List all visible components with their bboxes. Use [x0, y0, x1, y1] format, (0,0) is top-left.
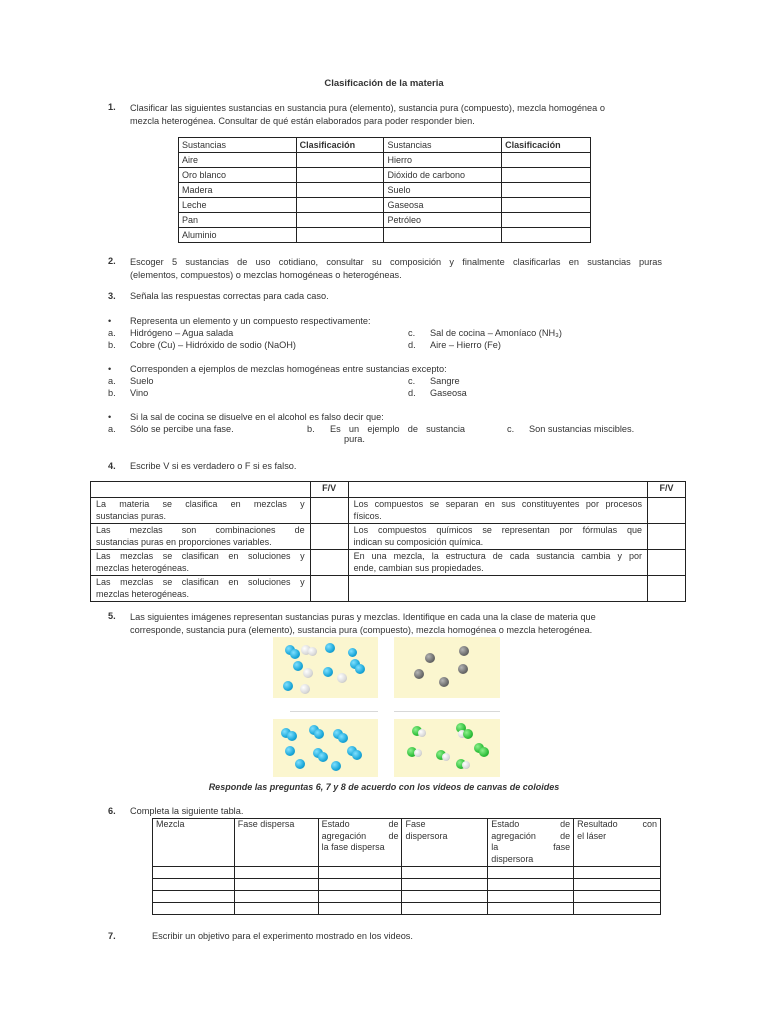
answer-cell[interactable]: [296, 228, 384, 243]
answer-cell[interactable]: [153, 891, 235, 903]
header-cell: Resultado con el láser: [574, 819, 661, 867]
header-cell: Estado de agregación de la fase dispersa: [318, 819, 402, 867]
question-2-text: [130, 256, 662, 281]
answer-cell[interactable]: [402, 867, 488, 879]
bullet: •: [108, 412, 112, 422]
option-letter: a.: [108, 424, 116, 434]
table-cell: Petróleo: [384, 213, 502, 228]
question-2-number: 2.: [108, 256, 116, 266]
classification-table: [178, 137, 591, 243]
blue-atom: [323, 667, 333, 677]
table-header-row: [153, 819, 661, 867]
question-2-line-2: (elementos, compuestos) o mezclas homogéneas o heterogéneas.: [130, 269, 402, 280]
answer-cell[interactable]: [296, 198, 384, 213]
answer-cell[interactable]: [318, 867, 402, 879]
answer-cell[interactable]: [310, 550, 348, 576]
option-text[interactable]: Cobre (Cu) – Hidróxido de sodio (NaOH): [130, 340, 296, 350]
answer-cell[interactable]: [402, 879, 488, 891]
answer-cell[interactable]: [648, 576, 686, 602]
question-5-line-1: Las siguientes imágenes representan sustancias puras y mezclas. Identifique en cada una la clase de materia que: [130, 612, 596, 622]
answer-cell[interactable]: [502, 183, 591, 198]
answer-cell[interactable]: [310, 498, 348, 524]
option-letter: a.: [108, 376, 116, 386]
answer-cell[interactable]: [296, 153, 384, 168]
question-1-line-1: Clasificar las siguientes sustancias en sustancia pura (elemento), sustancia pura (compuesto), mezcla homogénea o: [130, 103, 605, 113]
answer-cell[interactable]: [574, 903, 661, 915]
table-cell: Suelo: [384, 183, 502, 198]
gray-atom: [459, 646, 469, 656]
answer-cell[interactable]: [153, 903, 235, 915]
question-3-text: Señala las respuestas correctas para cada caso.: [130, 291, 329, 301]
answer-cell[interactable]: [648, 550, 686, 576]
bullet: •: [108, 364, 112, 374]
table-row: [91, 524, 686, 550]
table-row: [153, 879, 661, 891]
white-atom: [442, 753, 450, 761]
option-text[interactable]: [330, 424, 465, 444]
answer-cell[interactable]: [296, 183, 384, 198]
blue-atom: [285, 746, 295, 756]
table-cell: Aire: [179, 153, 297, 168]
white-atom: [303, 668, 313, 678]
question-1-number: 1.: [108, 102, 116, 112]
option-letter: d.: [408, 388, 416, 398]
table-cell: Madera: [179, 183, 297, 198]
table-row: [153, 891, 661, 903]
statement-cell: Los compuestos se separan en sus constituyentes por procesos físicos.: [348, 498, 647, 524]
blue-atom: [295, 759, 305, 769]
answer-cell[interactable]: [310, 524, 348, 550]
option-letter: b.: [307, 424, 315, 434]
answer-cell[interactable]: [318, 903, 402, 915]
option-text[interactable]: Vino: [130, 388, 149, 398]
table-row: [153, 867, 661, 879]
answer-cell[interactable]: [648, 498, 686, 524]
header-cell: Fase dispersa: [234, 819, 318, 867]
table-cell: Pan: [179, 213, 297, 228]
question-3-number: 3.: [108, 291, 116, 301]
question-4-number: 4.: [108, 461, 116, 471]
green-atom: [463, 729, 473, 739]
question-5-line-2: corresponde, sustancia pura (elemento), sustancia pura (compuesto), mezcla homogénea o mezcla heterogénea.: [130, 624, 593, 635]
divider: [394, 711, 500, 712]
blue-atom: [283, 681, 293, 691]
particles-image-4: [394, 719, 500, 777]
question-5-text: [130, 611, 670, 636]
table-row: [179, 153, 591, 168]
question-1-text: [130, 102, 662, 127]
table-row: [179, 213, 591, 228]
table-row: [91, 498, 686, 524]
gray-atom: [439, 677, 449, 687]
table-row: [153, 903, 661, 915]
question-4-text: Escribe V si es verdadero o F si es falso.: [130, 461, 297, 471]
statement-cell: La materia se clasifica en mezclas y sustancias puras.: [91, 498, 311, 524]
colloid-table: [152, 818, 661, 915]
answer-cell[interactable]: [502, 168, 591, 183]
statement-cell: En una mezcla, la estructura de cada sustancia cambia y por ende, cambian sus propiedades.: [348, 550, 647, 576]
white-atom: [418, 729, 426, 737]
header-cell: Mezcla: [153, 819, 235, 867]
answer-cell[interactable]: [318, 879, 402, 891]
answer-cell[interactable]: [488, 879, 574, 891]
blue-atom: [293, 661, 303, 671]
answer-cell[interactable]: [402, 891, 488, 903]
answer-cell[interactable]: [402, 903, 488, 915]
option-letter: c.: [507, 424, 515, 434]
answer-cell[interactable]: [234, 891, 318, 903]
table-row: [179, 228, 591, 243]
table-row: [179, 183, 591, 198]
particles-image-1: [273, 637, 378, 698]
white-atom: [462, 761, 470, 769]
question-7-text: Escribir un objetivo para el experimento mostrado en los videos.: [152, 931, 413, 941]
answer-cell[interactable]: [488, 867, 574, 879]
statement-cell: Los compuestos químicos se representan por fórmulas que indican su composición química.: [348, 524, 647, 550]
option-text[interactable]: Sólo se percibe una fase.: [130, 424, 234, 434]
header-cell: Clasificación: [296, 138, 384, 153]
option-text[interactable]: Aire – Hierro (Fe): [430, 340, 501, 350]
blue-atom: [314, 729, 324, 739]
table-row: [91, 550, 686, 576]
option-text-line-2: pura.: [344, 434, 365, 444]
blue-atom: [338, 733, 348, 743]
table-header-row: [179, 138, 591, 153]
table-cell: [384, 228, 502, 243]
item-3-stem: Si la sal de cocina se disuelve en el alcohol es falso decir que:: [130, 412, 384, 422]
option-letter: b.: [108, 340, 116, 350]
divider: [290, 711, 378, 712]
answer-cell[interactable]: [502, 153, 591, 168]
gray-atom: [425, 653, 435, 663]
option-text[interactable]: Hidrógeno – Agua salada: [130, 328, 234, 338]
blue-atom: [318, 752, 328, 762]
answer-cell[interactable]: [318, 891, 402, 903]
answer-cell[interactable]: [234, 879, 318, 891]
question-2-line-1: Escoger 5 sustancias de uso cotidiano, consultar su composición y finalmente clasificarlas en sustancias puras: [130, 257, 662, 267]
question-7-number: 7.: [108, 931, 116, 941]
header-cell: Estado de agregación de la fase dispersora: [488, 819, 574, 867]
table-cell: Dióxido de carbono: [384, 168, 502, 183]
answer-cell[interactable]: [502, 198, 591, 213]
question-1-line-2: mezcla heterogénea. Consultar de qué están elaborados para poder responder bien.: [130, 115, 475, 126]
answer-cell[interactable]: [296, 213, 384, 228]
statement-cell: [348, 576, 647, 602]
section-caption: Responde las preguntas 6, 7 y 8 de acuerdo con los videos de canvas de coloides: [208, 782, 560, 792]
answer-cell[interactable]: [310, 576, 348, 602]
option-letter: a.: [108, 328, 116, 338]
header-cell: Sustancias: [384, 138, 502, 153]
header-cell: Sustancias: [179, 138, 297, 153]
table-cell: Oro blanco: [179, 168, 297, 183]
answer-cell[interactable]: [502, 213, 591, 228]
option-letter: d.: [408, 340, 416, 350]
particles-image-2: [394, 637, 500, 698]
white-atom: [414, 749, 422, 757]
question-6-number: 6.: [108, 806, 116, 816]
answer-cell[interactable]: [488, 891, 574, 903]
statement-cell: Las mezclas se clasifican en soluciones y mezclas heterogéneas.: [91, 550, 311, 576]
blue-atom: [348, 648, 357, 657]
fv-header: F/V: [648, 482, 686, 498]
answer-cell[interactable]: [502, 228, 591, 243]
header-cell: Fase dispersora: [402, 819, 488, 867]
statement-cell: Las mezclas se clasifican en soluciones y mezclas heterogéneas.: [91, 576, 311, 602]
option-letter: b.: [108, 388, 116, 398]
item-1-stem: Representa un elemento y un compuesto respectivamente:: [130, 316, 371, 326]
option-text[interactable]: Son sustancias miscibles.: [529, 424, 635, 434]
answer-cell[interactable]: [574, 891, 661, 903]
white-atom: [300, 684, 310, 694]
blue-atom: [331, 761, 341, 771]
fv-header: F/V: [310, 482, 348, 498]
table-cell: Gaseosa: [384, 198, 502, 213]
option-text[interactable]: Gaseosa: [430, 388, 467, 398]
answer-cell[interactable]: [153, 879, 235, 891]
question-5-number: 5.: [108, 611, 116, 621]
option-text[interactable]: Sal de cocina – Amoníaco (NH₃): [430, 328, 562, 338]
green-atom: [479, 747, 489, 757]
gray-atom: [458, 664, 468, 674]
option-text[interactable]: Sangre: [430, 376, 460, 386]
option-text-line-1: Es un ejemplo de sustancia: [330, 424, 465, 434]
question-6-text: Completa la siguiente tabla.: [130, 806, 244, 816]
blue-atom: [287, 731, 297, 741]
table-cell: Leche: [179, 198, 297, 213]
blue-atom: [355, 664, 365, 674]
option-text[interactable]: Suelo: [130, 376, 154, 386]
table-row: [179, 168, 591, 183]
true-false-table: [90, 481, 686, 602]
table-cell: Aluminio: [179, 228, 297, 243]
answer-cell[interactable]: [574, 879, 661, 891]
bullet: •: [108, 316, 112, 326]
answer-cell[interactable]: [488, 903, 574, 915]
statement-cell: Las mezclas son combinaciones de sustancias puras en proporciones variables.: [91, 524, 311, 550]
white-atom: [308, 647, 317, 656]
option-letter: c.: [408, 328, 416, 338]
header-cell: Clasificación: [502, 138, 591, 153]
blue-atom: [352, 750, 362, 760]
option-letter: c.: [408, 376, 416, 386]
blue-atom: [325, 643, 335, 653]
table-header-row: [91, 482, 686, 498]
answer-cell[interactable]: [234, 903, 318, 915]
answer-cell[interactable]: [296, 168, 384, 183]
gray-atom: [414, 669, 424, 679]
table-row: [179, 198, 591, 213]
answer-cell[interactable]: [153, 867, 235, 879]
answer-cell[interactable]: [574, 867, 661, 879]
particles-image-3: [273, 719, 378, 777]
blue-atom: [290, 649, 300, 659]
white-atom: [337, 673, 347, 683]
table-cell: Hierro: [384, 153, 502, 168]
answer-cell[interactable]: [648, 524, 686, 550]
table-row: [91, 576, 686, 602]
answer-cell[interactable]: [234, 867, 318, 879]
item-2-stem: Corresponden a ejemplos de mezclas homogéneas entre sustancias excepto:: [130, 364, 447, 374]
document-title: Clasificación de la materia: [324, 78, 444, 89]
